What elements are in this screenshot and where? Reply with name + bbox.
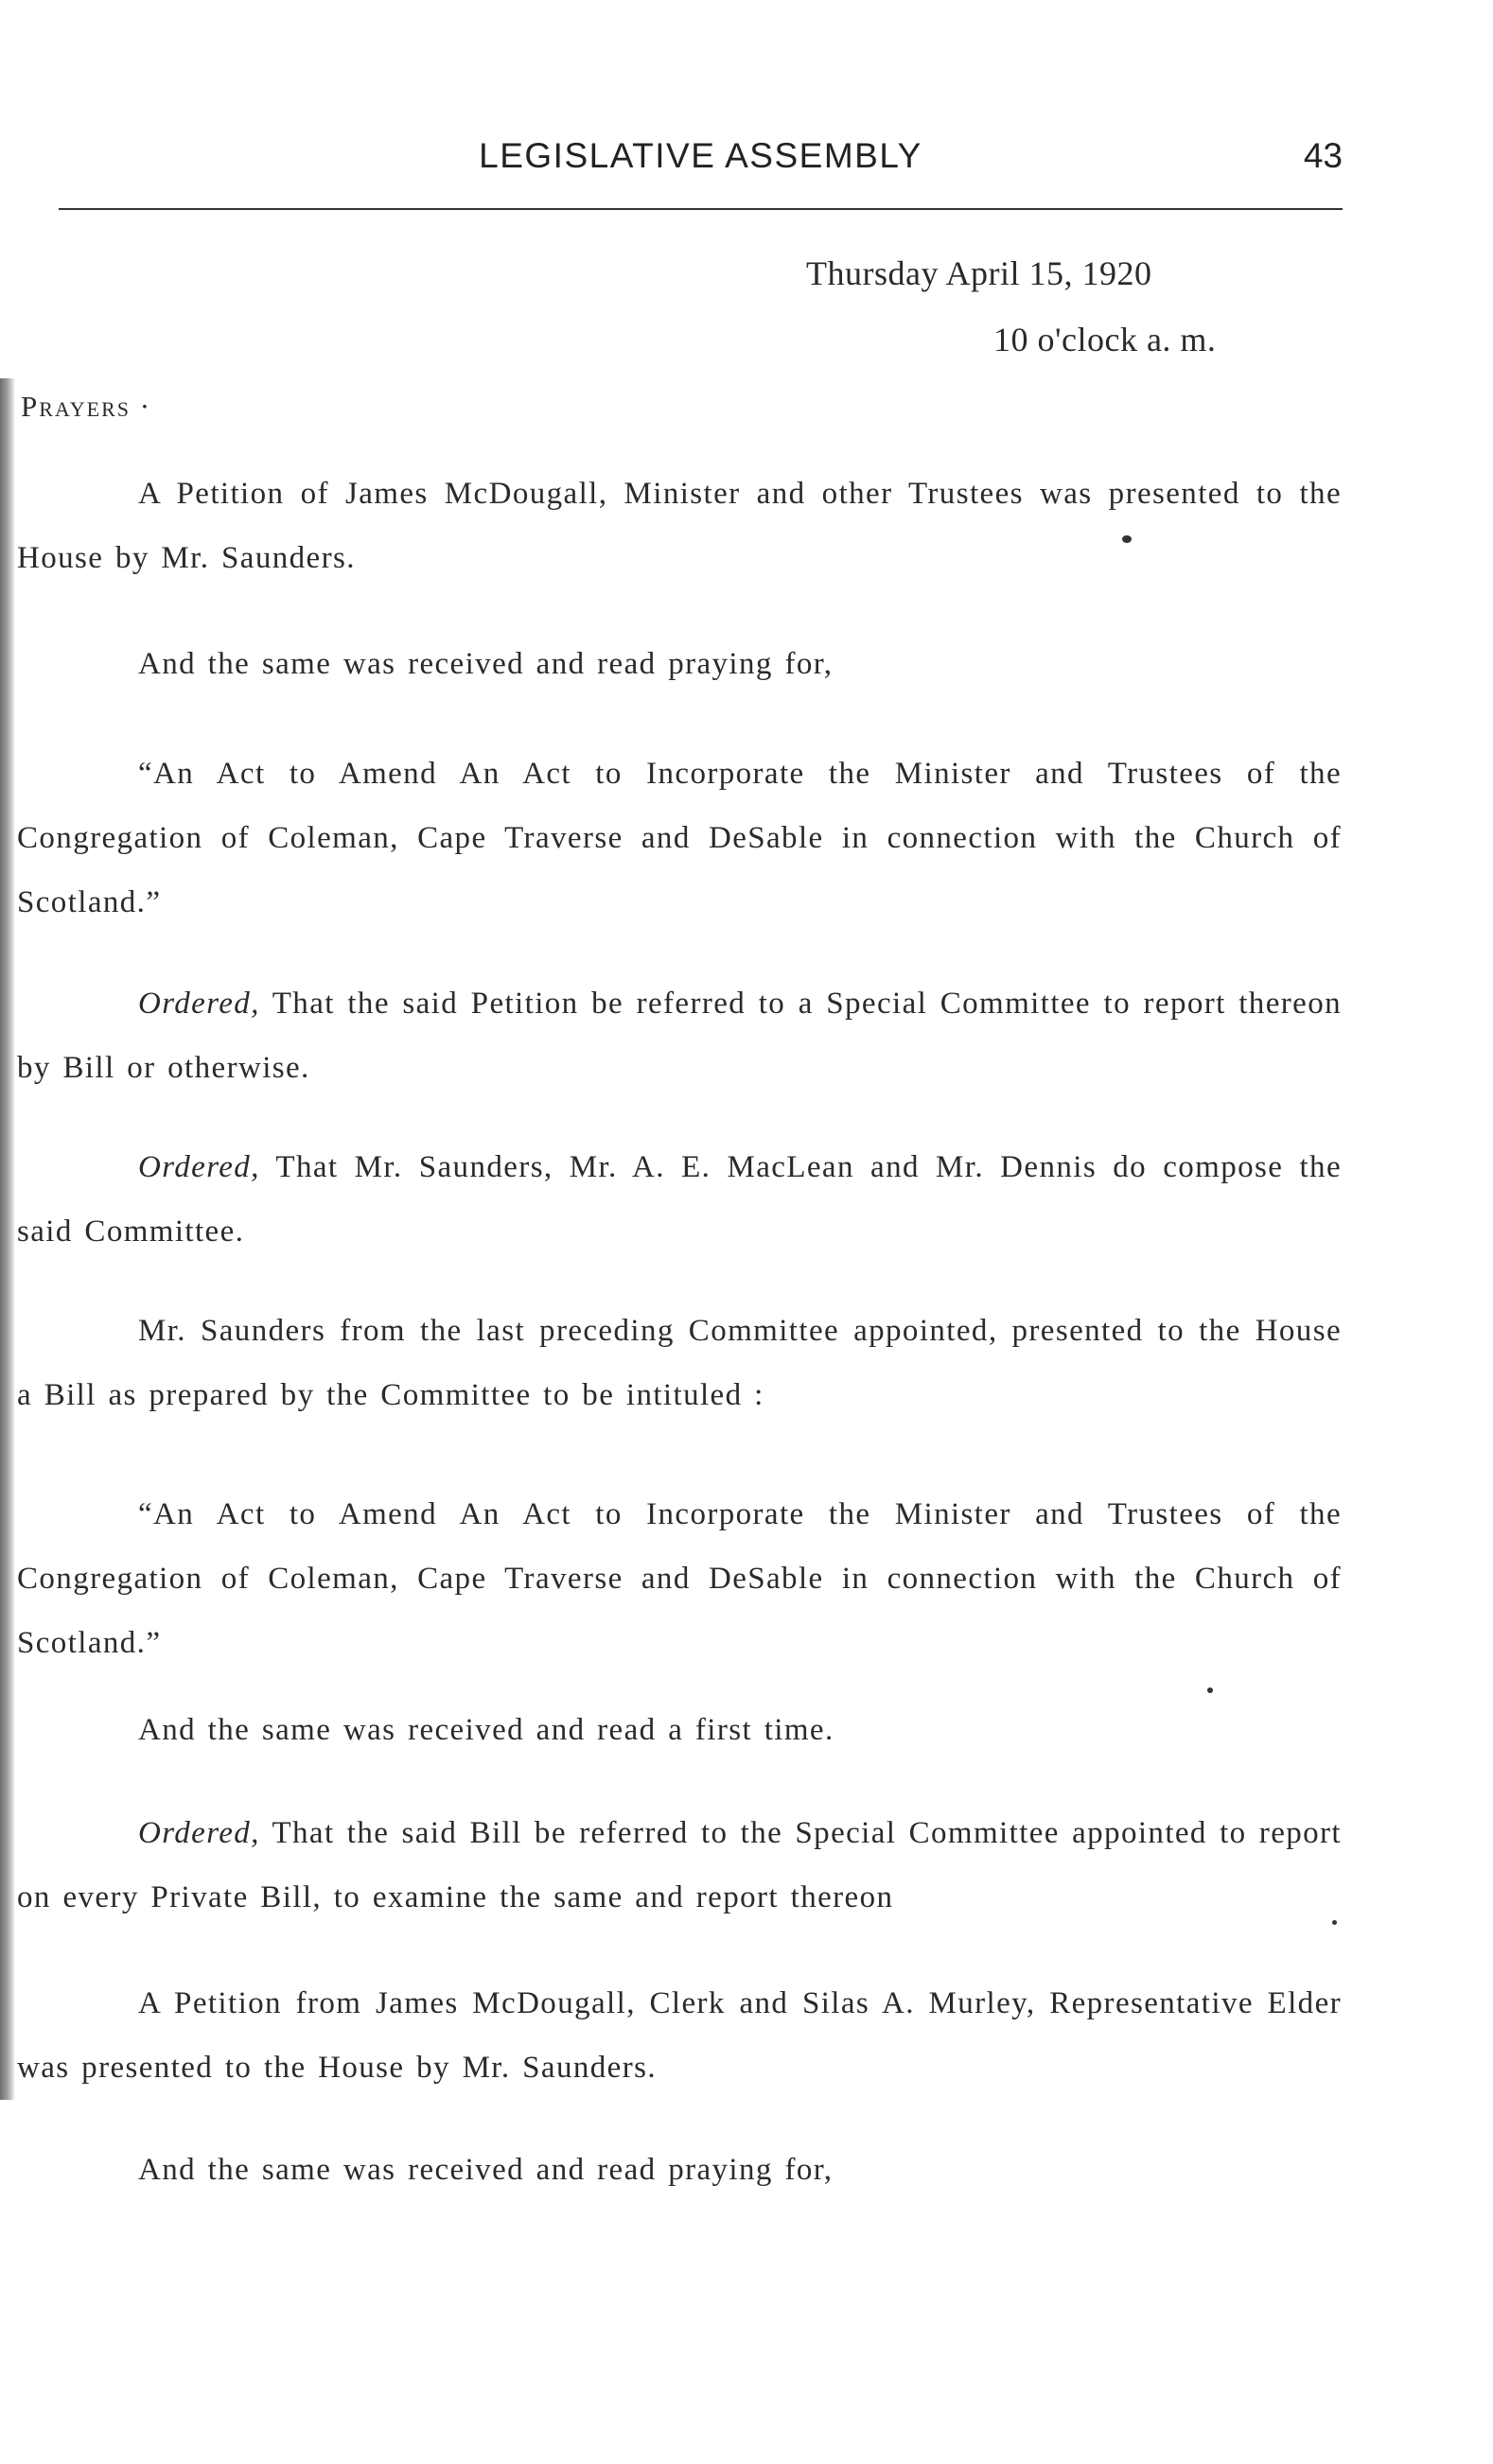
section-heading-prayers: Prayers · [21, 390, 152, 423]
header-rule [59, 208, 1343, 210]
paragraph-text: And the same was received and read a first time. [138, 1713, 834, 1747]
paragraph-text: A Petition of James McDougall, Minister and other Trustees was presented to the House by Mr. Saunders. [17, 477, 1342, 575]
paragraph-ordered-private-bill [17, 1801, 1342, 1930]
page-header [59, 131, 1343, 187]
paragraph-petition [17, 462, 1342, 590]
paragraph-lead: Ordered, [138, 1150, 260, 1184]
paragraph-text: That the said Bill be referred to the Special Committee appointed to report on every Private Bill, to examine the same and report thereon [17, 1816, 1342, 1914]
paragraph-bill-presented [17, 1299, 1342, 1427]
ink-speck [1332, 1920, 1337, 1925]
paragraph-ordered-committee [17, 1135, 1342, 1264]
paragraph-second-received [17, 2138, 1342, 2202]
paragraph-first-reading [17, 1698, 1342, 1762]
paragraph-act-title [17, 742, 1342, 935]
ink-speck [1207, 1687, 1213, 1693]
paragraph-lead: Ordered, [138, 1816, 260, 1850]
paragraph-text: That the said Petition be referred to a Special Committee to report thereon by Bill or otherwise. [17, 987, 1342, 1085]
page-number: 43 [1303, 136, 1343, 175]
paragraph-text: Mr. Saunders from the last preceding Committee appointed, presented to the House a Bill as prepared by the Committee to be intituled : [17, 1314, 1342, 1412]
running-title: LEGISLATIVE ASSEMBLY [479, 136, 922, 175]
paragraph-bill-title [17, 1482, 1342, 1675]
paragraph-text: A Petition from James McDougall, Clerk and Silas A. Murley, Representative Elder was presented to the House by Mr. Saunders. [17, 1986, 1342, 2085]
paragraph-text: And the same was received and read praying for, [138, 647, 834, 681]
ink-speck [1122, 535, 1132, 543]
paragraph-text: “An Act to Amend An Act to Incorporate the Minister and Trustees of the Congregation of Coleman, Cape Traverse and DeSable in connection with the Church of Scotland.” [17, 1497, 1342, 1660]
paragraph-text: That Mr. Saunders, Mr. A. E. MacLean and Mr. Dennis do compose the said Committee. [17, 1150, 1342, 1249]
sitting-time: 10 o'clock a. m. [993, 321, 1217, 358]
paragraph-text: And the same was received and read praying for, [138, 2153, 834, 2187]
sitting-date: Thursday April 15, 1920 [806, 254, 1152, 292]
paragraph-ordered-referred [17, 971, 1342, 1100]
binding-shadow [0, 378, 15, 2100]
paragraph-lead: Ordered, [138, 987, 260, 1021]
paragraph-second-petition [17, 1971, 1342, 2100]
paragraph-received [17, 632, 1342, 696]
paragraph-text: “An Act to Amend An Act to Incorporate the Minister and Trustees of the Congregation of Coleman, Cape Traverse and DeSable in connection with the Church of Scotland.” [17, 757, 1342, 919]
